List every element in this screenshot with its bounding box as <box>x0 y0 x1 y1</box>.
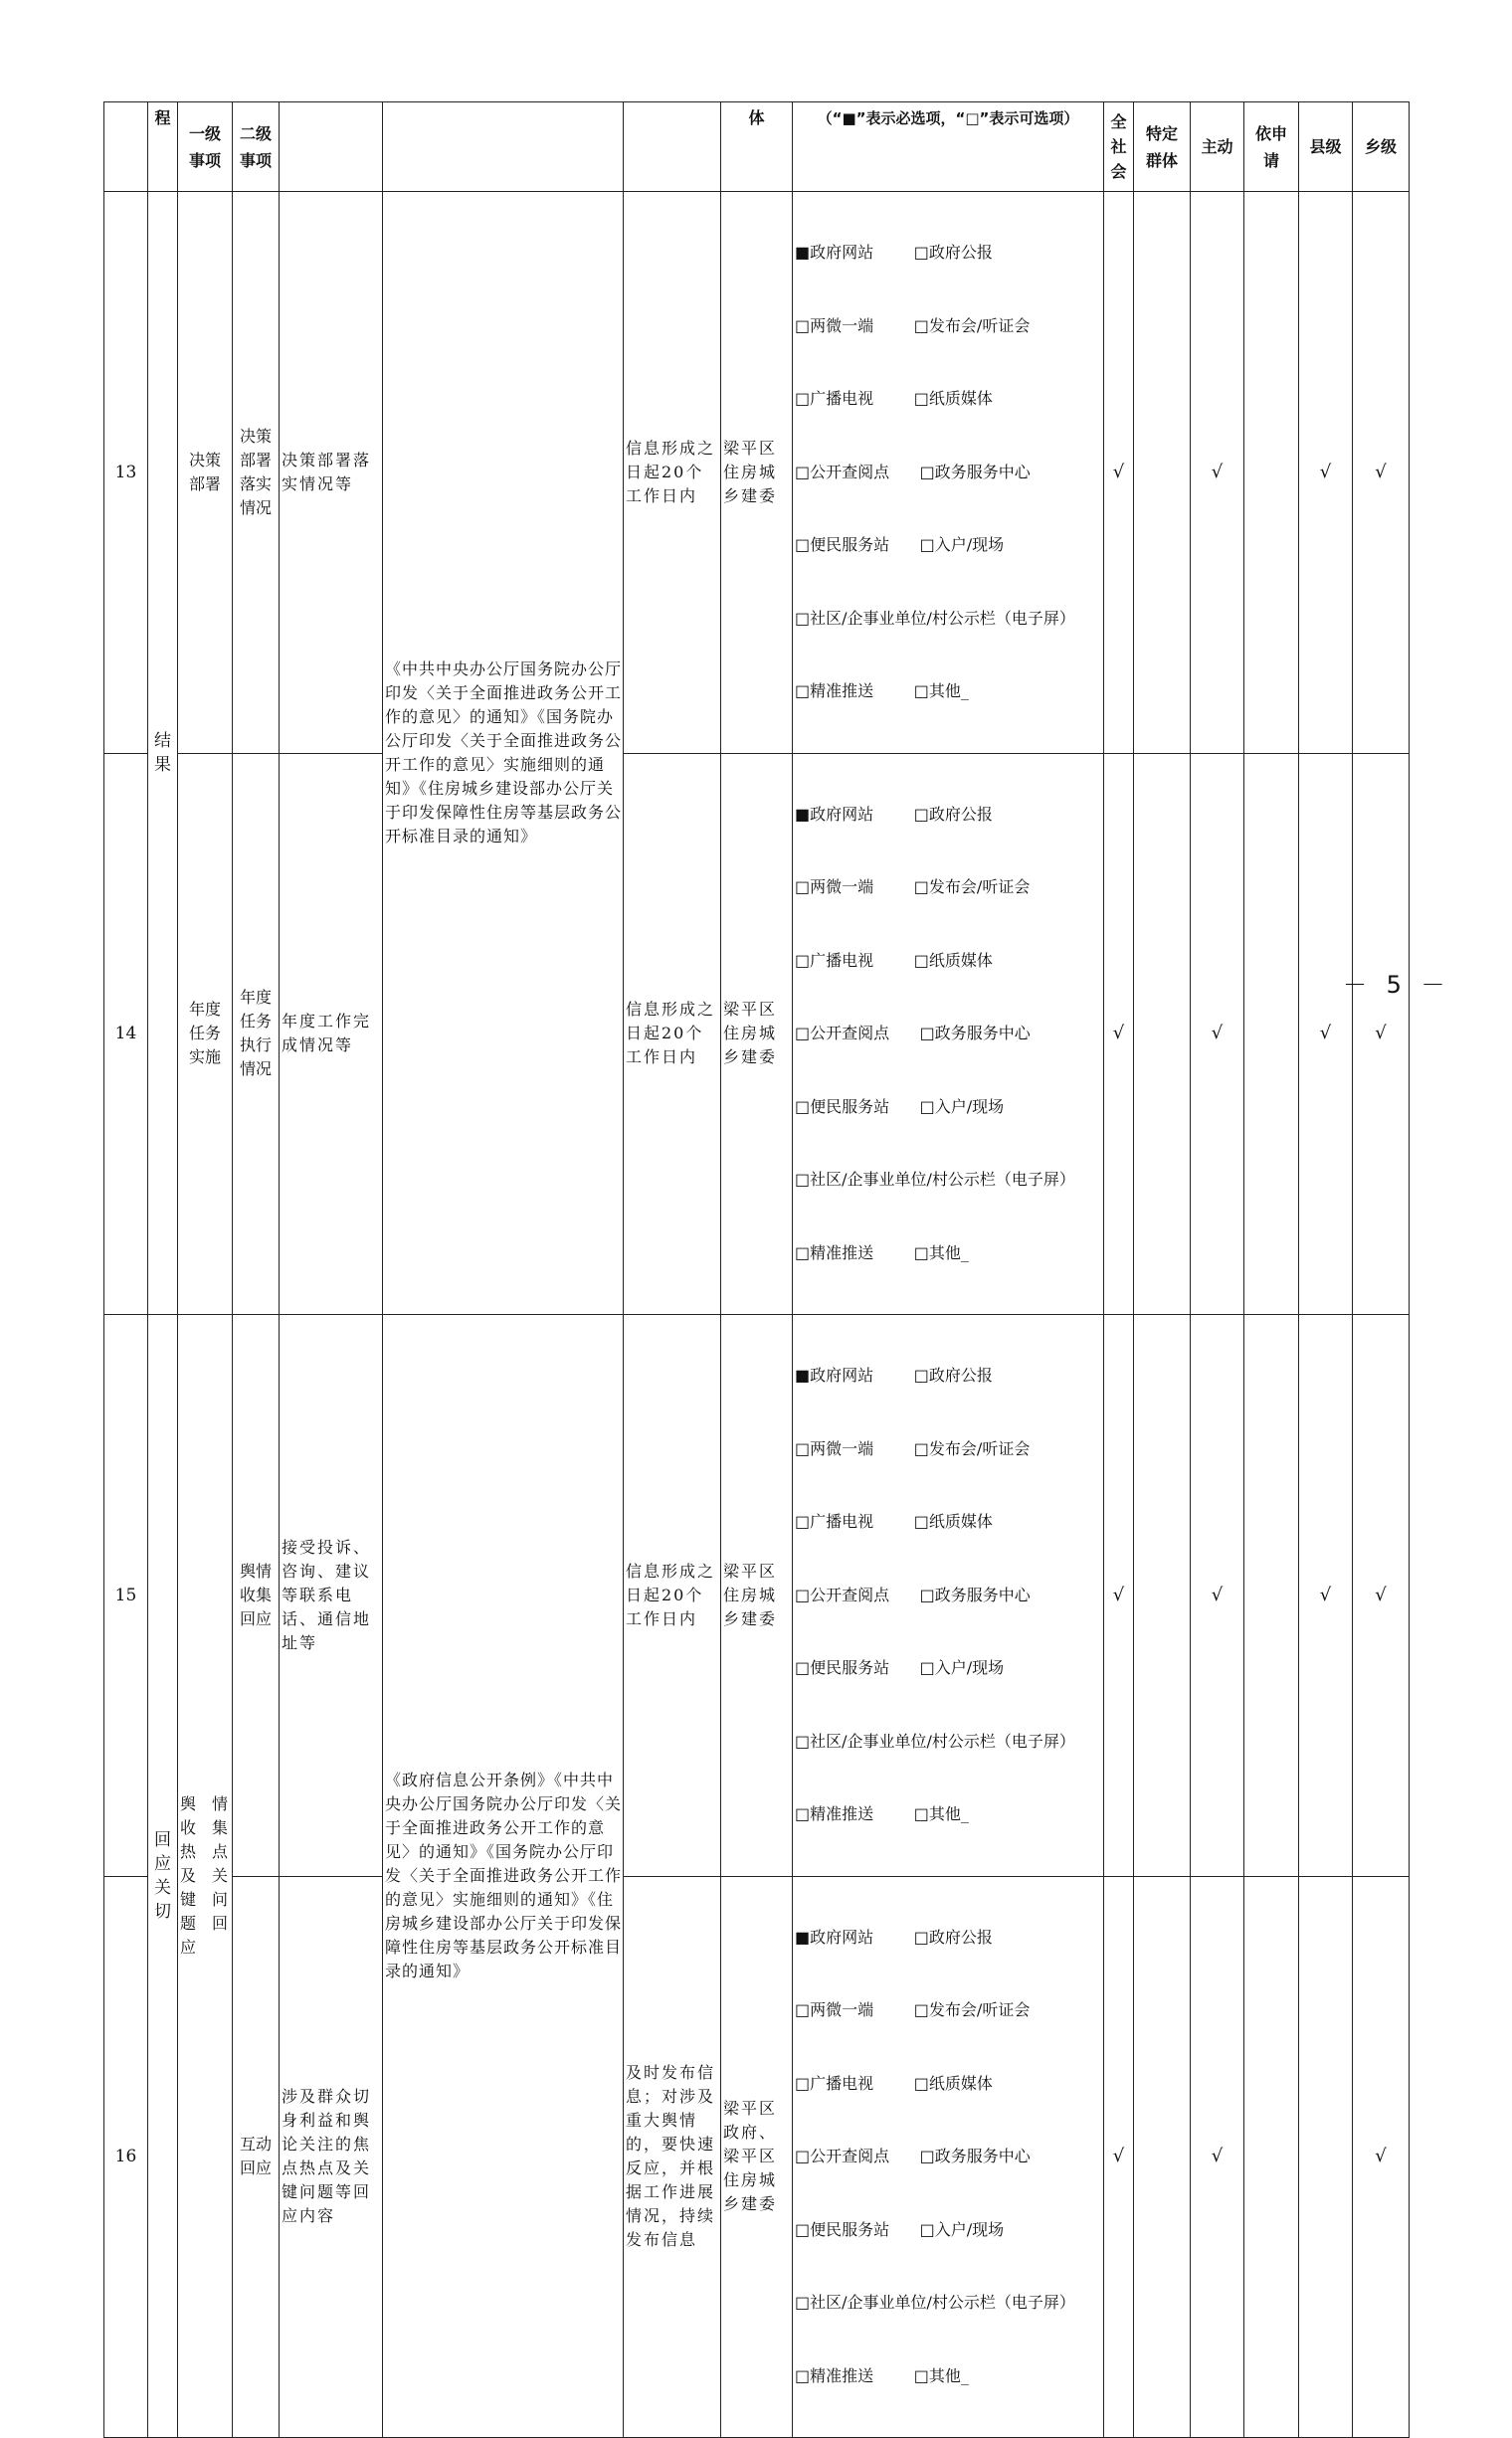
channel-line: □公开查阅点 □政务服务中心 <box>795 462 1031 481</box>
channel-line: □社区/企事业单位/村公示栏（电子屏） <box>795 608 1075 628</box>
all-society-check: √ <box>1104 1315 1134 1877</box>
channel-line: □公开查阅点 □政务服务中心 <box>795 1024 1031 1042</box>
channel-line: □便民服务站 □入户/现场 <box>795 1096 1005 1116</box>
channel-line: □广播电视 □纸质媒体 <box>795 389 993 408</box>
stage-response: 回 应 关 切 <box>148 1315 178 2438</box>
on-request-check <box>1244 192 1299 754</box>
page-number: － 5 － <box>1343 971 1451 999</box>
disclosure-basis: 《政府信息公开条例》《中共中央办公厅国务院办公厅印发〈关于全面推进政务公开工作的意见〉的通知》《国务院办公厅印发〈关于全面推进政务公开工作的意见〉实施细则的通知》《住房城乡建设部办公厅关于印发保障性住房等基层政务公开标准目录的通知》 <box>383 1315 624 2438</box>
header-blank <box>104 102 148 192</box>
channel-line: □精准推送 □其他_ <box>795 2365 969 2385</box>
channel-list <box>793 1876 1104 2438</box>
header-township: 乡级 <box>1353 102 1410 192</box>
disclosure-subject: 梁平区住房城乡建委 <box>721 1315 793 1877</box>
disclosure-table <box>103 101 1410 2438</box>
specific-group-check <box>1134 753 1191 1315</box>
specific-group-check <box>1134 192 1191 754</box>
disclosure-time: 信息形成之日起20个工作日内 <box>624 753 721 1315</box>
level1-item: 舆 情 收 集 热 点 及 关 键 问 题 回 应 <box>178 1315 233 2438</box>
channel-list <box>793 753 1104 1315</box>
all-society-check: √ <box>1104 192 1134 754</box>
channel-line: □广播电视 □纸质媒体 <box>795 950 993 970</box>
disclosure-time: 信息形成之日起20个工作日内 <box>624 192 721 754</box>
table-row <box>104 753 1410 1315</box>
channel-line: □社区/企事业单位/村公示栏（电子屏） <box>795 1170 1075 1189</box>
disclosure-subject: 梁平区住房城乡建委 <box>721 192 793 754</box>
level2-item: 年度 任务 执行 情况 <box>233 753 280 1315</box>
county-check: √ <box>1299 753 1353 1315</box>
channel-line: □广播电视 □纸质媒体 <box>795 2073 993 2093</box>
channel-line: □便民服务站 □入户/现场 <box>795 1658 1005 1677</box>
on-request-check <box>1244 1315 1299 1877</box>
header-county: 县级 <box>1299 102 1353 192</box>
table-row <box>104 1876 1410 2438</box>
level1-item: 决策 部署 <box>178 192 233 754</box>
header-content <box>280 102 383 192</box>
channel-list <box>793 192 1104 754</box>
header-row <box>104 102 1410 192</box>
on-request-check <box>1244 1876 1299 2438</box>
channel-line: □公开查阅点 □政务服务中心 <box>795 1585 1031 1604</box>
header-subject: 体 <box>721 102 793 192</box>
row-number: 15 <box>104 1315 148 1877</box>
level1-item: 年度 任务 实施 <box>178 753 233 1315</box>
disclosure-subject: 梁平区政府、梁平区住房城乡建委 <box>721 1876 793 2438</box>
header-level2: 二级 事项 <box>233 102 280 192</box>
channel-line: □两微一端 □发布会/听证会 <box>795 877 1031 896</box>
active-check: √ <box>1191 1876 1244 2438</box>
level2-item: 决策 部署 落实 情况 <box>233 192 280 754</box>
row-number: 16 <box>104 1876 148 2438</box>
on-request-check <box>1244 753 1299 1315</box>
disclosure-content: 接受投诉、咨询、建议等联系电话、通信地址等 <box>280 1315 383 1877</box>
channel-line: □社区/企事业单位/村公示栏（电子屏） <box>795 1731 1075 1751</box>
county-check: √ <box>1299 192 1353 754</box>
channel-line: □精准推送 □其他_ <box>795 1242 969 1262</box>
header-stage: 程 <box>148 102 178 192</box>
specific-group-check <box>1134 1315 1191 1877</box>
channel-line: ■政府网站 □政府公报 <box>795 804 993 824</box>
channel-line: ■政府网站 □政府公报 <box>795 1927 993 1947</box>
row-number: 13 <box>104 192 148 754</box>
channel-line: □便民服务站 □入户/现场 <box>795 535 1005 554</box>
channel-line: □两微一端 □发布会/听证会 <box>795 315 1031 335</box>
active-check: √ <box>1191 1315 1244 1877</box>
header-time <box>624 102 721 192</box>
header-basis <box>383 102 624 192</box>
channel-line: □两微一端 □发布会/听证会 <box>795 2000 1031 2019</box>
header-channel: （“■”表示必选项，“□”表示可选项） <box>793 102 1104 192</box>
disclosure-basis: 《中共中央办公厅国务院办公厅印发〈关于全面推进政务公开工作的意见〉的通知》《国务院办公厅印发〈关于全面推进政务公开工作的意见〉实施细则的通知》《住房城乡建设部办公厅关于印发保障性住房等基层政务公开标准目录的通知》 <box>383 192 624 1315</box>
township-check: √ <box>1353 1315 1410 1877</box>
disclosure-content: 决策部署落实情况等 <box>280 192 383 754</box>
channel-line: □精准推送 □其他_ <box>795 1804 969 1823</box>
header-active: 主动 <box>1191 102 1244 192</box>
table-row <box>104 192 1410 754</box>
channel-line: □精准推送 □其他_ <box>795 681 969 700</box>
channel-line: □便民服务站 □入户/现场 <box>795 2219 1005 2239</box>
active-check: √ <box>1191 192 1244 754</box>
channel-line: ■政府网站 □政府公报 <box>795 1366 993 1385</box>
disclosure-content: 涉及群众切身利益和舆论关注的焦点热点及关键问题等回应内容 <box>280 1876 383 2438</box>
header-on-request: 依申 请 <box>1244 102 1299 192</box>
township-check: √ <box>1353 753 1410 1315</box>
channel-line: □两微一端 □发布会/听证会 <box>795 1438 1031 1458</box>
disclosure-content: 年度工作完成情况等 <box>280 753 383 1315</box>
specific-group-check <box>1134 1876 1191 2438</box>
county-check <box>1299 1876 1353 2438</box>
channel-list <box>793 1315 1104 1877</box>
disclosure-subject: 梁平区住房城乡建委 <box>721 753 793 1315</box>
row-number: 14 <box>104 753 148 1315</box>
table-row <box>104 1315 1410 1877</box>
active-check: √ <box>1191 753 1244 1315</box>
stage-result: 结 果 <box>148 192 178 1315</box>
channel-line: □社区/企事业单位/村公示栏（电子屏） <box>795 2293 1075 2312</box>
disclosure-time: 及时发布信息；对涉及重大舆情的，要快速反应，并根据工作进展情况，持续发布信息 <box>624 1876 721 2438</box>
header-specific-group: 特定 群体 <box>1134 102 1191 192</box>
channel-line: □公开查阅点 □政务服务中心 <box>795 2147 1031 2165</box>
channel-line: □广播电视 □纸质媒体 <box>795 1512 993 1531</box>
level2-item: 互动 回应 <box>233 1876 280 2438</box>
disclosure-time: 信息形成之日起20个工作日内 <box>624 1315 721 1877</box>
level2-item: 舆情 收集 回应 <box>233 1315 280 1877</box>
header-level1: 一级 事项 <box>178 102 233 192</box>
all-society-check: √ <box>1104 1876 1134 2438</box>
all-society-check: √ <box>1104 753 1134 1315</box>
township-check: √ <box>1353 192 1410 754</box>
county-check: √ <box>1299 1315 1353 1877</box>
channel-line: ■政府网站 □政府公报 <box>795 243 993 262</box>
header-all-society: 全 社 会 <box>1104 102 1134 192</box>
township-check: √ <box>1353 1876 1410 2438</box>
